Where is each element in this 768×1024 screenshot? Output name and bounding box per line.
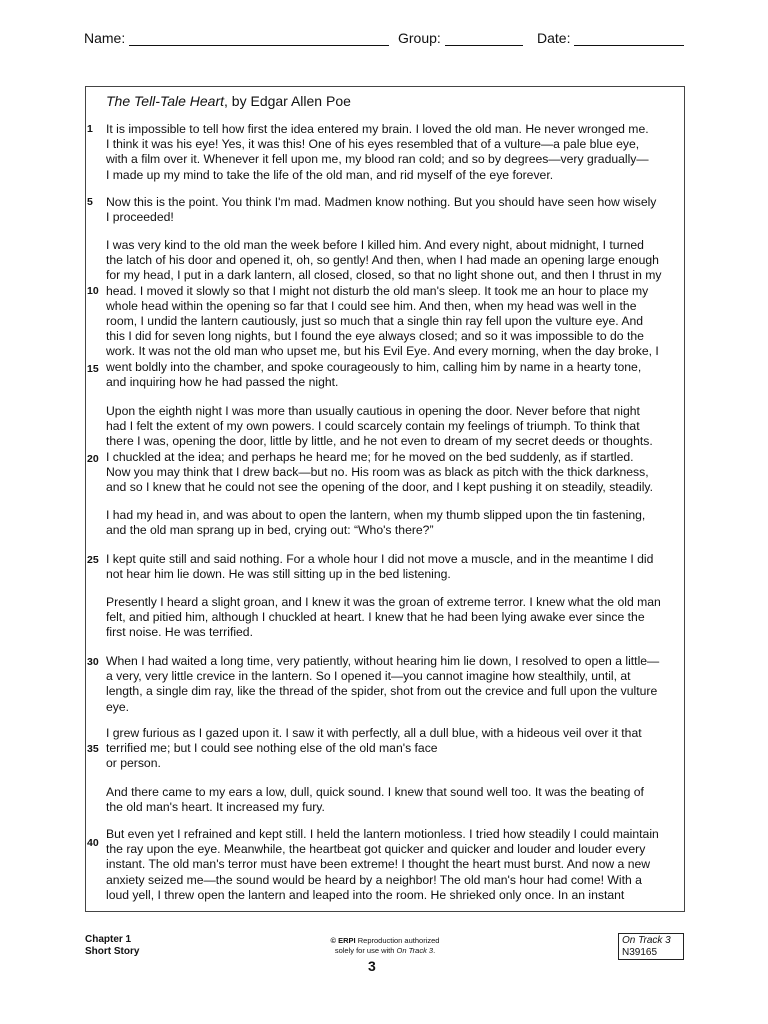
paragraph-3: [106, 238, 662, 390]
story-title-italic: The Tell-Tale Heart: [106, 93, 225, 109]
text-line: with a film over it. Whenever it fell upon me, my blood ran cold; and so by degrees—very gradually—: [106, 152, 649, 167]
text-line: I grew furious as I gazed upon it. I saw it with perfectly, all a dull blue, with a hideous veil over it that: [106, 726, 642, 740]
paragraph-7: [106, 595, 661, 641]
line-number: 5: [87, 196, 93, 208]
name-label: Name:: [84, 30, 126, 46]
text-line: Presently I heard a slight groan, and I knew it was the groan of extreme terror. I knew what the old man: [106, 595, 661, 609]
text-line: this I did for seven long nights, but I found the eye always closed; and so it was impossible to do the: [106, 329, 644, 344]
line-number: 15: [87, 363, 99, 375]
text-line: for my head, I put in a dark lantern, all closed, closed, so that no light shone out, and then I thrust in my: [106, 268, 662, 283]
text-line: there I was, opening the door, little by little, and he not even to dream of my secret deeds or thoughts.: [106, 434, 653, 449]
text-line: felt, and pitied him, although I chuckled at heart. I knew that he had been lying awake ever since the: [106, 610, 645, 625]
text-line: Now this is the point. You think I'm mad. Madmen know nothing. But you should have seen how wisely: [106, 195, 657, 209]
line-number: 40: [87, 837, 99, 849]
line-number: 25: [87, 554, 99, 566]
copyright-text: Reproduction authorized: [355, 936, 440, 945]
copyright-publisher: © ERPI: [330, 936, 356, 945]
text-line: I proceeded!: [106, 210, 174, 225]
date-field-row: [537, 30, 684, 46]
paragraph-1: [106, 122, 649, 183]
copyright-ontrack: On Track 3: [396, 946, 434, 955]
line-number: 20: [87, 453, 99, 465]
text-line: I was very kind to the old man the week before I killed him. And every night, about midnight, I turned: [106, 238, 644, 252]
group-field-row: [398, 30, 523, 46]
footer-chapter: [85, 934, 139, 958]
paragraph-9: [106, 726, 642, 772]
text-line: terrified me; but I could see nothing else of the old man's face: [106, 741, 438, 756]
page-number: 3: [368, 958, 376, 974]
footer-box-code: N39165: [622, 947, 658, 958]
text-line: the ray upon the eye. Meanwhile, the heartbeat got quicker and quicker and louder and louder every: [106, 842, 646, 857]
line-number: 35: [87, 743, 99, 755]
text-line: or person.: [106, 756, 161, 771]
text-line: When I had waited a long time, very patiently, without hearing him lie down, I resolved to open a little—: [106, 654, 660, 668]
footer-chapter-label: Chapter 1: [85, 934, 132, 945]
text-line: instant. The old man's terror must have been extreme! I thought the heart must burst. And now a new: [106, 857, 651, 872]
name-blank[interactable]: [129, 31, 389, 46]
text-line: and inquiring how he had passed the night.: [106, 374, 339, 389]
date-label: Date:: [537, 30, 571, 46]
footer-code-box: [618, 933, 684, 960]
text-line: But even yet I refrained and kept still. I held the lantern motionless. I tried how steadily I could maintain: [106, 827, 659, 841]
text-line: not hear him lie down. He was still sitting up in the bed listening.: [106, 567, 451, 582]
text-line: I had my head in, and was about to open the lantern, when my thumb slipped upon the tin fastening,: [106, 508, 646, 522]
text-line: loud yell, I threw open the lantern and leaped into the room. He shrieked only once. In an instant: [106, 887, 625, 902]
paragraph-6: [106, 552, 653, 582]
group-blank[interactable]: [445, 31, 523, 46]
text-line: room, I undid the lantern cautiously, just so much that a single thin ray fell upon the vulture eye. And: [106, 314, 644, 329]
line-number: 10: [87, 285, 99, 297]
text-line: I chuckled at the idea; and perhaps he heard me; for he moved on the bed suddenly, as if startled.: [106, 449, 634, 464]
story-title: [106, 93, 351, 109]
text-line: the latch of his door and opened it, oh, so gently! And then, when I had made an opening large enough: [106, 253, 659, 268]
text-line: first noise. He was terrified.: [106, 625, 253, 640]
paragraph-2: [106, 195, 656, 225]
text-line: anxiety seized me—the sound would be heard by a neighbor! The old man's hour had come! With a: [106, 872, 642, 887]
footer-copyright: [300, 936, 470, 956]
line-number: 30: [87, 656, 99, 668]
text-line: Upon the eighth night I was more than usually cautious in opening the door. Never before that night: [106, 404, 640, 418]
story-byline: , by Edgar Allen Poe: [224, 93, 351, 109]
copyright-end: .: [433, 946, 436, 955]
paragraph-11: [106, 827, 659, 903]
text-line: head. I moved it slowly so that I might not disturb the old man's sleep. It took me an hour to place my: [106, 283, 649, 298]
text-line: the old man's heart. It increased my fury.: [106, 800, 325, 815]
group-label: Group:: [398, 30, 441, 46]
copyright-line2: solely for use with: [334, 946, 397, 955]
text-line: Now you may think that I drew back—but no. His room was as black as pitch with the thick darkness,: [106, 464, 649, 479]
footer-box-title: On Track 3: [622, 935, 671, 946]
name-field-row: [84, 30, 389, 46]
text-line: I kept quite still and said nothing. For a whole hour I did not move a muscle, and in the meantime I did: [106, 552, 654, 566]
text-line: I made up my mind to take the life of the old man, and rid myself of the eye forever.: [106, 167, 554, 182]
text-line: work. It was not the old man who upset me, but his Evil Eye. And every morning, when the day broke, I: [106, 344, 659, 359]
text-line: It is impossible to tell how first the idea entered my brain. I loved the old man. He never wronged me.: [106, 122, 649, 136]
paragraph-8: [106, 654, 659, 715]
text-line: whole head within the opening so far that I could see him. And then, when my head was well in the: [106, 298, 637, 313]
text-line: had I felt the extent of my own powers. I could scarcely contain my feelings of triumph. To think that: [106, 419, 640, 434]
paragraph-10: [106, 785, 644, 815]
text-line: went boldly into the chamber, and spoke courageously to him, calling him by name in a hearty tone,: [106, 359, 642, 374]
text-line: and the old man sprang up in bed, crying out: “Who's there?”: [106, 523, 434, 538]
text-line: and so I knew that he could not see the opening of the door, and I kept pushing it on steadily, steadily.: [106, 480, 654, 495]
text-line: a very, very little crevice in the lantern. So I opened it—you cannot imagine how stealthily, until, at: [106, 669, 631, 684]
text-line: I think it was his eye! Yes, it was this! One of his eyes resembled that of a vulture—a pale blue eye,: [106, 137, 640, 152]
paragraph-5: [106, 508, 645, 538]
paragraph-4: [106, 404, 653, 495]
text-line: And there came to my ears a low, dull, quick sound. I knew that sound well too. It was the beating of: [106, 785, 644, 799]
line-number: 1: [87, 123, 93, 135]
text-line: eye.: [106, 699, 130, 714]
date-blank[interactable]: [574, 31, 684, 46]
footer-section-label: Short Story: [85, 946, 140, 957]
text-line: length, a single dim ray, like the thread of the spider, shot from out the crevice and full upon the vulture: [106, 684, 658, 699]
